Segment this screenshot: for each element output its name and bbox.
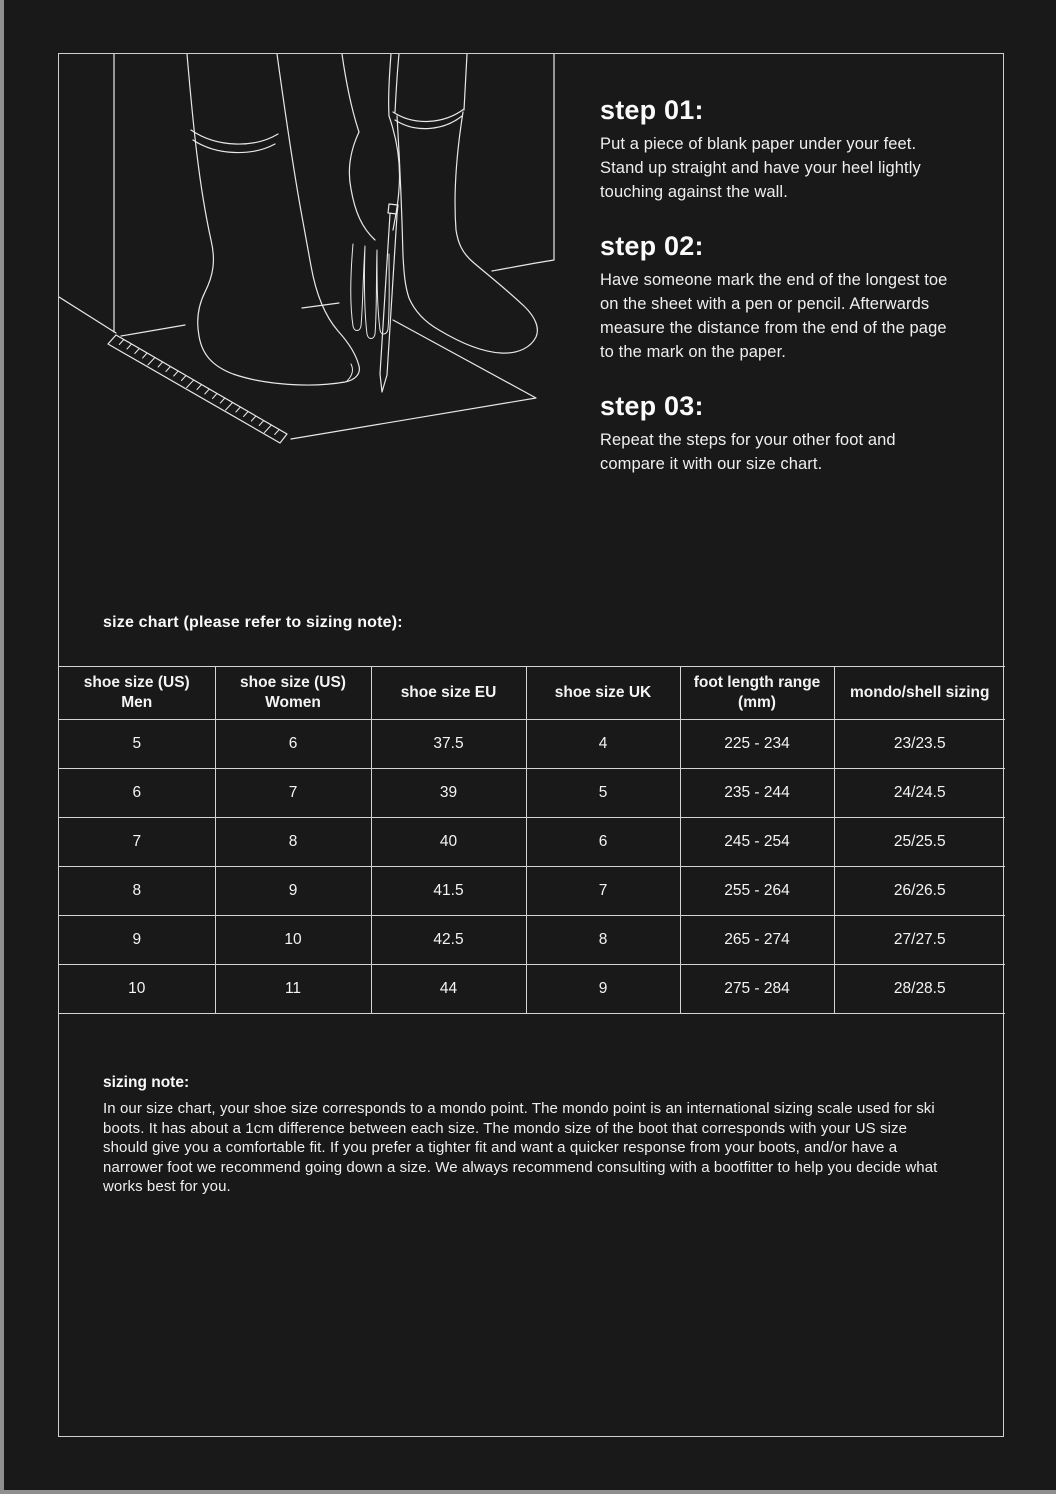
ruler-ticks: [119, 340, 279, 435]
cell: 6: [215, 720, 371, 769]
cell: 44: [371, 965, 526, 1014]
table-row: [59, 916, 1005, 965]
step-02: [600, 230, 962, 364]
table-row: [59, 867, 1005, 916]
right-leg-upper: [395, 54, 467, 112]
size-guide-panel: [58, 53, 1004, 1437]
cell: 25/25.5: [834, 818, 1005, 867]
cell: 8: [59, 867, 215, 916]
cell: 40: [371, 818, 526, 867]
cell: 8: [526, 916, 680, 965]
cell: 23/23.5: [834, 720, 1005, 769]
foot-measurement-illustration: [59, 54, 579, 454]
table-row: [59, 769, 1005, 818]
step-03: [600, 390, 962, 476]
cell: 7: [526, 867, 680, 916]
sizing-note-section: [103, 1074, 955, 1197]
col-header-mondo: mondo/shell sizing: [834, 667, 1005, 720]
paper-outline: [121, 303, 536, 439]
cell: 10: [215, 916, 371, 965]
table-row: [59, 818, 1005, 867]
right-sock-cuff: [393, 109, 464, 129]
wall-lines: [59, 54, 554, 333]
cell: 9: [215, 867, 371, 916]
cell: 28/28.5: [834, 965, 1005, 1014]
step-01: [600, 94, 962, 204]
bottom-edge-strip: [0, 1490, 1056, 1494]
cell: 5: [59, 720, 215, 769]
cell: 245 - 254: [680, 818, 834, 867]
arm-lines: [342, 54, 391, 132]
cell: 41.5: [371, 867, 526, 916]
sizing-note-title: sizing note:: [103, 1074, 190, 1091]
cell: 7: [215, 769, 371, 818]
cell: 265 - 274: [680, 916, 834, 965]
col-header-us-women: shoe size (US) Women: [215, 667, 371, 720]
right-leg-foot: [397, 112, 537, 353]
cell: 27/27.5: [834, 916, 1005, 965]
sizing-note-body: In our size chart, your shoe size corresponds to a mondo point. The mondo point is an international sizing scale used for ski boots. It has about a 1cm difference between each size. The mondo size of the boot that corresponds with your US size should give you a comfortable fit. If you prefer a tighter fit and want a quicker response from your boots, and/or have a narrower foot we recommend going down a size. We always recommend consulting with a bootfitter to help you decide what works best for you.: [103, 1100, 938, 1195]
steps-section: [600, 94, 962, 502]
cell: 4: [526, 720, 680, 769]
cell: 8: [215, 818, 371, 867]
cell: 9: [59, 916, 215, 965]
step-02-body: Have someone mark the end of the longest toe on the sheet with a pen or pencil. Afterwards measure the distance from the end of the page to the mark on the paper.: [600, 271, 948, 361]
cell: 9: [526, 965, 680, 1014]
cell: 24/24.5: [834, 769, 1005, 818]
col-header-us-men: shoe size (US) Men: [59, 667, 215, 720]
step-03-title: step 03:: [600, 391, 704, 421]
cell: 42.5: [371, 916, 526, 965]
step-03-body: Repeat the steps for your other foot and compare it with our size chart.: [600, 431, 896, 473]
cell: 275 - 284: [680, 965, 834, 1014]
step-01-body: Put a piece of blank paper under your feet. Stand up straight and have your heel lightly touching against the wall.: [600, 135, 921, 201]
left-toe-detail: [347, 364, 352, 381]
col-header-uk: shoe size UK: [526, 667, 680, 720]
cell: 37.5: [371, 720, 526, 769]
cell: 225 - 234: [680, 720, 834, 769]
left-leg-foot: [187, 54, 359, 385]
step-02-title: step 02:: [600, 231, 704, 261]
cell: 255 - 264: [680, 867, 834, 916]
col-header-eu: shoe size EU: [371, 667, 526, 720]
hand-palm: [349, 116, 399, 240]
size-chart-table: [59, 666, 1005, 1014]
step-01-title: step 01:: [600, 95, 704, 125]
cell: 39: [371, 769, 526, 818]
left-sock-cuff: [191, 130, 278, 153]
cell: 6: [59, 769, 215, 818]
table-row: [59, 720, 1005, 769]
cell: 7: [59, 818, 215, 867]
cell: 5: [526, 769, 680, 818]
cell: 235 - 244: [680, 769, 834, 818]
cell: 26/26.5: [834, 867, 1005, 916]
cell: 6: [526, 818, 680, 867]
cell: 10: [59, 965, 215, 1014]
size-chart-caption: size chart (please refer to sizing note):: [103, 614, 403, 631]
col-header-foot-length: foot length range (mm): [680, 667, 834, 720]
table-row: [59, 965, 1005, 1014]
size-chart-header-row: [59, 667, 1005, 720]
left-edge-strip: [0, 0, 4, 1494]
cell: 11: [215, 965, 371, 1014]
